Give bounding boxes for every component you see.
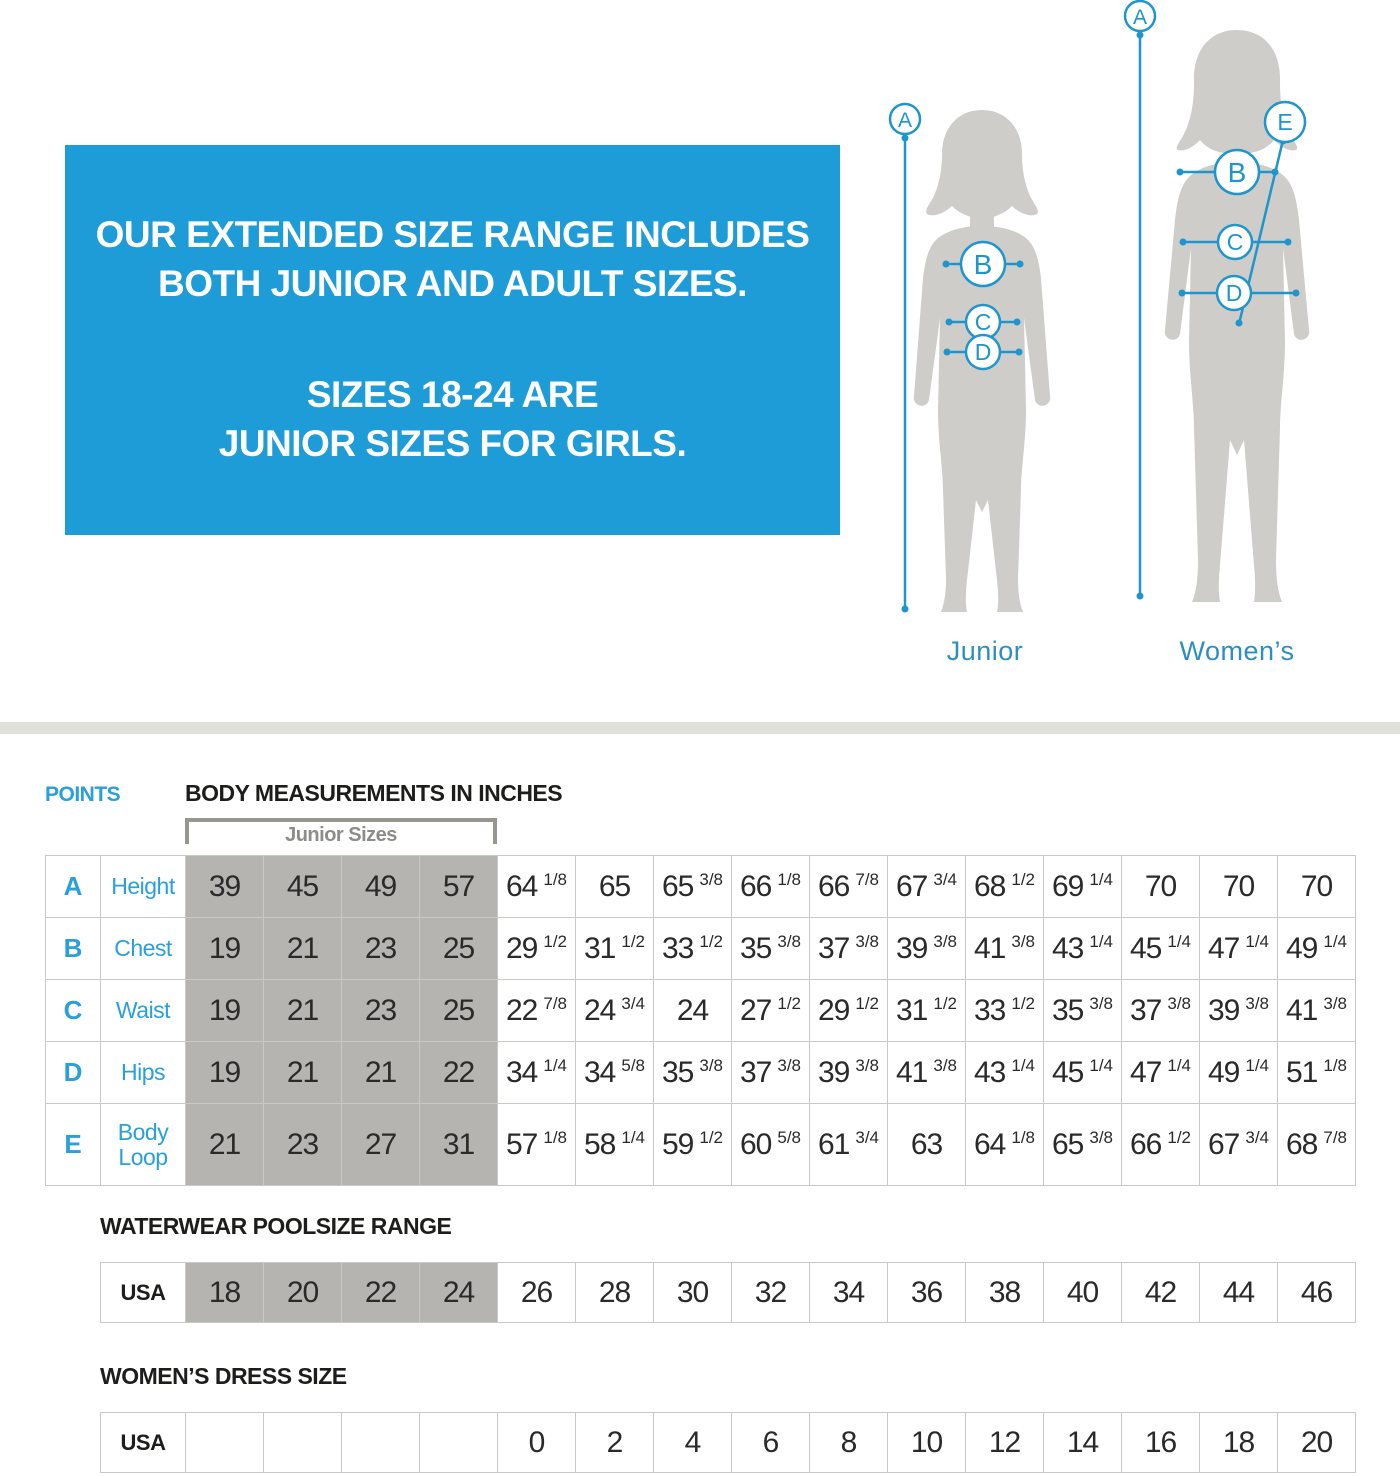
point-letter-cell: E — [46, 1104, 101, 1186]
adult-measurement-cell: 22 7/8 — [498, 980, 576, 1042]
dress-size-cell: 4 — [654, 1413, 732, 1473]
point-name-cell: Height — [101, 856, 186, 918]
dress-size-cell: 14 — [1044, 1413, 1122, 1473]
adult-measurement-cell: 39 3/8 — [1200, 980, 1278, 1042]
adult-measurement-cell: 37 3/8 — [732, 1042, 810, 1104]
adult-measurement-cell: 68 7/8 — [1278, 1104, 1356, 1186]
adult-measurement-cell: 49 1/4 — [1278, 918, 1356, 980]
womens-point-a-label: A — [1132, 6, 1148, 29]
junior-measurement-cell: 31 — [420, 1104, 498, 1186]
point-name-cell: Body Loop — [101, 1104, 186, 1186]
womens-hips-left-dot — [1179, 290, 1186, 297]
junior-measurement-cell: 49 — [342, 856, 420, 918]
junior-measurement-cell: 27 — [342, 1104, 420, 1186]
junior-sizes-bracket-label: Junior Sizes — [285, 824, 397, 846]
junior-hips-left-dot — [944, 349, 951, 356]
poolsize-region-cell: USA — [101, 1263, 186, 1323]
womens-chest-right-dot — [1272, 169, 1279, 176]
banner-paragraph-1 — [96, 211, 810, 309]
adult-measurement-cell: 27 1/2 — [732, 980, 810, 1042]
adult-measurement-cell: 58 1/4 — [576, 1104, 654, 1186]
adult-measurement-cell: 37 3/8 — [1122, 980, 1200, 1042]
junior-measurement-cell: 39 — [186, 856, 264, 918]
adult-measurement-cell: 24 3/4 — [576, 980, 654, 1042]
junior-measurement-cell: 21 — [186, 1104, 264, 1186]
dress-empty-cell — [264, 1413, 342, 1473]
adult-measurement-cell: 33 1/2 — [966, 980, 1044, 1042]
poolsize-adult-cell: 38 — [966, 1263, 1044, 1323]
dress-size-cell: 20 — [1278, 1413, 1356, 1473]
poolsize-junior-cell: 24 — [420, 1263, 498, 1323]
womens-waist-left-dot — [1180, 239, 1187, 246]
womens-legs-silhouette — [1192, 428, 1282, 602]
junior-sizes-bracket — [185, 818, 497, 850]
poolsize-junior-cell: 20 — [264, 1263, 342, 1323]
adult-measurement-cell: 70 — [1122, 856, 1200, 918]
womens-point-c-label: C — [1226, 229, 1244, 255]
poolsize-adult-cell: 46 — [1278, 1263, 1356, 1323]
junior-legs-silhouette — [941, 490, 1023, 612]
adult-measurement-cell: 70 — [1278, 856, 1356, 918]
banner-line-3: SIZES 18-24 ARE — [306, 374, 599, 415]
junior-point-b-label: B — [973, 249, 993, 280]
adult-measurement-cell: 70 — [1200, 856, 1278, 918]
womens-figure-label: Women’s — [1179, 636, 1295, 666]
adult-measurement-cell: 51 1/8 — [1278, 1042, 1356, 1104]
adult-measurement-cell: 41 3/8 — [888, 1042, 966, 1104]
body-measurements-table — [45, 855, 1356, 1186]
banner-paragraph-2 — [219, 371, 687, 469]
womens-waist-right-dot — [1285, 239, 1292, 246]
junior-measurement-cell: 21 — [264, 918, 342, 980]
adult-measurement-cell: 31 1/2 — [576, 918, 654, 980]
junior-measurement-cell: 19 — [186, 980, 264, 1042]
points-heading: POINTS — [45, 783, 121, 806]
adult-measurement-cell: 67 3/4 — [1200, 1104, 1278, 1186]
poolsize-table — [100, 1262, 1356, 1323]
poolsize-junior-cell: 22 — [342, 1263, 420, 1323]
junior-chest-left-dot — [943, 261, 950, 268]
womens-body-loop-bottom-dot — [1236, 320, 1243, 327]
junior-measurement-cell: 57 — [420, 856, 498, 918]
adult-measurement-cell: 65 3/8 — [1044, 1104, 1122, 1186]
adult-measurement-cell: 34 1/4 — [498, 1042, 576, 1104]
poolsize-adult-cell: 34 — [810, 1263, 888, 1323]
womens-point-d-label: D — [1225, 280, 1243, 306]
junior-measurement-cell: 23 — [264, 1104, 342, 1186]
adult-measurement-cell: 24 — [654, 980, 732, 1042]
extended-size-banner — [65, 145, 840, 535]
dress-size-cell: 18 — [1200, 1413, 1278, 1473]
poolsize-adult-cell: 40 — [1044, 1263, 1122, 1323]
poolsize-adult-cell: 28 — [576, 1263, 654, 1323]
adult-measurement-cell: 64 1/8 — [498, 856, 576, 918]
junior-point-c-label: C — [974, 309, 992, 335]
dress-empty-cell — [420, 1413, 498, 1473]
adult-measurement-cell: 65 — [576, 856, 654, 918]
dress-size-cell: 12 — [966, 1413, 1044, 1473]
adult-measurement-cell: 59 1/2 — [654, 1104, 732, 1186]
junior-measurement-cell: 19 — [186, 1042, 264, 1104]
junior-measurement-cell: 45 — [264, 856, 342, 918]
junior-measurement-cell: 21 — [264, 980, 342, 1042]
dress-size-heading: WOMEN’S DRESS SIZE — [100, 1363, 347, 1389]
banner-line-4: JUNIOR SIZES FOR GIRLS. — [218, 422, 687, 464]
adult-measurement-cell: 41 3/8 — [966, 918, 1044, 980]
dress-empty-cell — [186, 1413, 264, 1473]
junior-measurement-cell: 21 — [342, 1042, 420, 1104]
junior-waist-right-dot — [1014, 319, 1021, 326]
point-letter-cell: C — [46, 980, 101, 1042]
adult-measurement-cell: 69 1/4 — [1044, 856, 1122, 918]
banner-line-2: BOTH JUNIOR AND ADULT SIZES. — [158, 263, 747, 305]
dress-size-cell: 0 — [498, 1413, 576, 1473]
adult-measurement-cell: 35 3/8 — [654, 1042, 732, 1104]
adult-measurement-cell: 45 1/4 — [1044, 1042, 1122, 1104]
adult-measurement-cell: 47 1/4 — [1122, 1042, 1200, 1104]
junior-measurement-cell: 19 — [186, 918, 264, 980]
dress-size-cell: 16 — [1122, 1413, 1200, 1473]
adult-measurement-cell: 49 1/4 — [1200, 1042, 1278, 1104]
adult-measurement-cell: 63 — [888, 1104, 966, 1186]
junior-height-line-top-dot — [902, 135, 909, 142]
dress-size-cell: 10 — [888, 1413, 966, 1473]
poolsize-adult-cell: 42 — [1122, 1263, 1200, 1323]
adult-measurement-cell: 57 1/8 — [498, 1104, 576, 1186]
adult-measurement-cell: 35 3/8 — [1044, 980, 1122, 1042]
dress-size-cell: 8 — [810, 1413, 888, 1473]
junior-measurement-cell: 21 — [264, 1042, 342, 1104]
junior-height-line-bottom-dot — [902, 606, 909, 613]
junior-waist-left-dot — [946, 319, 953, 326]
adult-measurement-cell: 65 3/8 — [654, 856, 732, 918]
adult-measurement-cell: 33 1/2 — [654, 918, 732, 980]
poolsize-adult-cell: 26 — [498, 1263, 576, 1323]
point-name-cell: Chest — [101, 918, 186, 980]
adult-measurement-cell: 34 5/8 — [576, 1042, 654, 1104]
womens-body-diagram — [1120, 0, 1360, 655]
dress-size-table — [100, 1412, 1356, 1473]
womens-height-line-top-dot — [1137, 32, 1144, 39]
poolsize-adult-cell: 44 — [1200, 1263, 1278, 1323]
junior-point-d-label: D — [974, 339, 992, 365]
body-measurements-heading: BODY MEASUREMENTS IN INCHES — [185, 780, 563, 806]
adult-measurement-cell: 66 1/2 — [1122, 1104, 1200, 1186]
junior-chest-right-dot — [1017, 261, 1024, 268]
adult-measurement-cell: 68 1/2 — [966, 856, 1044, 918]
poolsize-adult-cell: 30 — [654, 1263, 732, 1323]
point-letter-cell: D — [46, 1042, 101, 1104]
adult-measurement-cell: 35 3/8 — [732, 918, 810, 980]
adult-measurement-cell: 67 3/4 — [888, 856, 966, 918]
poolsize-heading: WATERWEAR POOLSIZE RANGE — [100, 1213, 452, 1239]
adult-measurement-cell: 64 1/8 — [966, 1104, 1044, 1186]
adult-measurement-cell: 45 1/4 — [1122, 918, 1200, 980]
adult-measurement-cell: 29 1/2 — [498, 918, 576, 980]
adult-measurement-cell: 47 1/4 — [1200, 918, 1278, 980]
point-name-cell: Hips — [101, 1042, 186, 1104]
adult-measurement-cell: 39 3/8 — [810, 1042, 888, 1104]
junior-measurement-cell: 25 — [420, 980, 498, 1042]
adult-measurement-cell: 29 1/2 — [810, 980, 888, 1042]
dress-region-cell: USA — [101, 1413, 186, 1473]
adult-measurement-cell: 60 5/8 — [732, 1104, 810, 1186]
dress-size-cell: 6 — [732, 1413, 810, 1473]
womens-height-line-bottom-dot — [1137, 593, 1144, 600]
adult-measurement-cell: 66 7/8 — [810, 856, 888, 918]
junior-figure-label: Junior — [946, 636, 1024, 666]
junior-measurement-cell: 25 — [420, 918, 498, 980]
junior-measurement-cell: 23 — [342, 918, 420, 980]
womens-chest-left-dot — [1177, 169, 1184, 176]
junior-body-diagram — [870, 100, 1100, 645]
womens-hips-right-dot — [1293, 290, 1300, 297]
adult-measurement-cell: 43 1/4 — [966, 1042, 1044, 1104]
poolsize-adult-cell: 32 — [732, 1263, 810, 1323]
adult-measurement-cell: 61 3/4 — [810, 1104, 888, 1186]
womens-point-b-label: B — [1227, 157, 1247, 188]
junior-hips-right-dot — [1016, 349, 1023, 356]
adult-measurement-cell: 41 3/8 — [1278, 980, 1356, 1042]
section-divider — [0, 722, 1400, 734]
adult-measurement-cell: 66 1/8 — [732, 856, 810, 918]
poolsize-junior-cell: 18 — [186, 1263, 264, 1323]
junior-neck-silhouette — [970, 200, 994, 230]
adult-measurement-cell: 37 3/8 — [810, 918, 888, 980]
point-name-cell: Waist — [101, 980, 186, 1042]
adult-measurement-cell: 39 3/8 — [888, 918, 966, 980]
dress-size-cell: 2 — [576, 1413, 654, 1473]
junior-measurement-cell: 23 — [342, 980, 420, 1042]
banner-line-1: OUR EXTENDED SIZE RANGE INCLUDES — [95, 214, 810, 256]
dress-empty-cell — [342, 1413, 420, 1473]
womens-point-e-label: E — [1277, 109, 1293, 135]
adult-measurement-cell: 43 1/4 — [1044, 918, 1122, 980]
adult-measurement-cell: 31 1/2 — [888, 980, 966, 1042]
junior-point-a-label: A — [897, 109, 913, 132]
junior-measurement-cell: 22 — [420, 1042, 498, 1104]
point-letter-cell: A — [46, 856, 101, 918]
point-letter-cell: B — [46, 918, 101, 980]
poolsize-adult-cell: 36 — [888, 1263, 966, 1323]
